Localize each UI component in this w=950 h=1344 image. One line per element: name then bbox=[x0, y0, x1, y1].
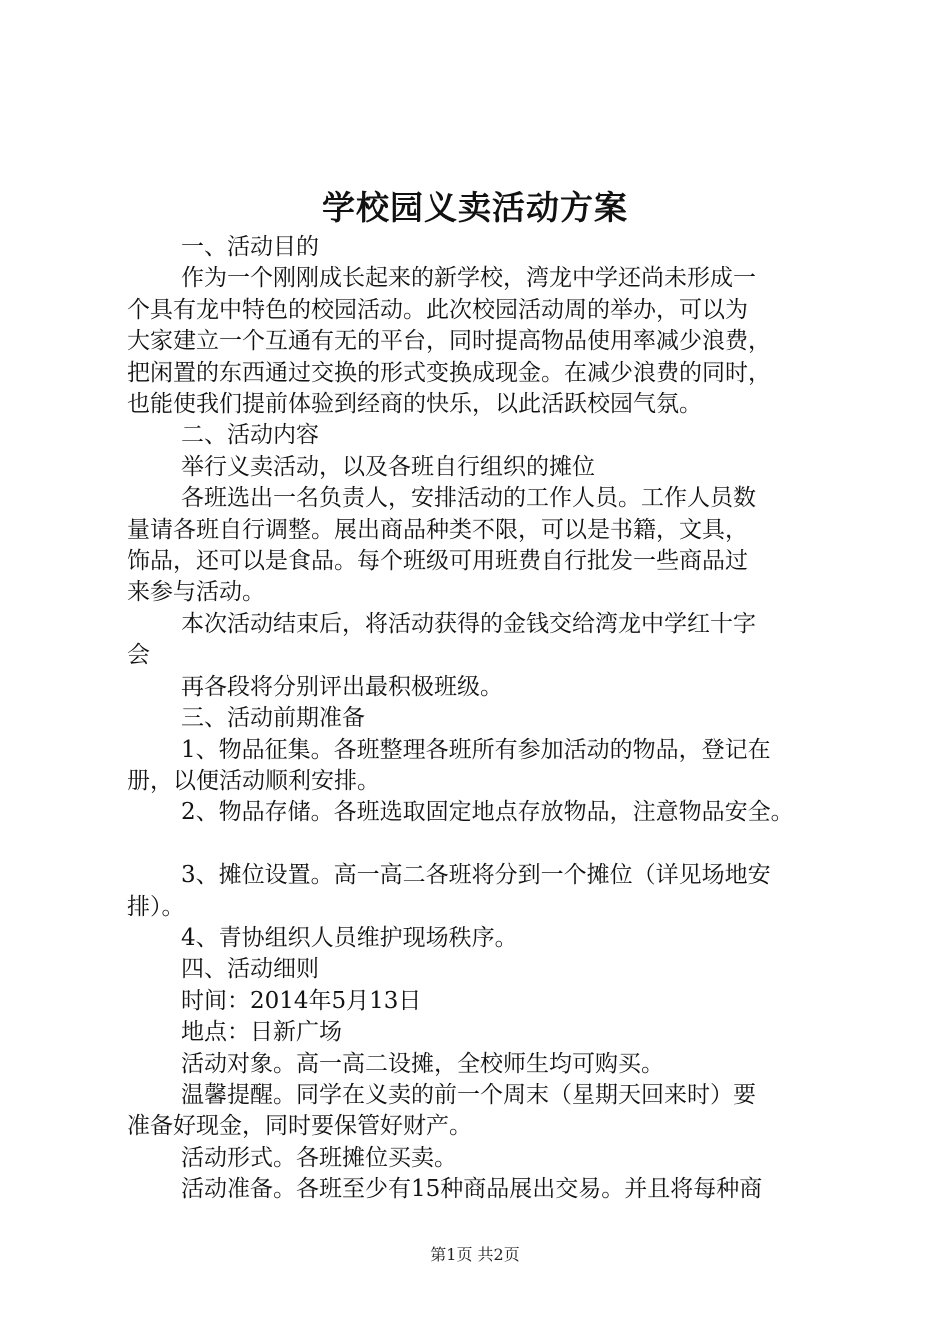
paragraph-line: 活动形式。各班摊位买卖。 bbox=[181, 1144, 457, 1171]
paragraph-line: 饰品，还可以是食品。每个班级可用班费自行批发一些商品过 bbox=[127, 548, 748, 575]
page-number-footer: 第1页 共2页 bbox=[430, 1245, 520, 1264]
section-heading-content: 二、活动内容 bbox=[181, 422, 319, 449]
paragraph-line: 准备好现金，同时要保管好财产。 bbox=[127, 1113, 472, 1140]
section-heading-rules: 四、活动细则 bbox=[181, 956, 319, 983]
paragraph-line: 册，以便活动顺利安排。 bbox=[127, 767, 380, 794]
paragraph-line: 活动对象。高一高二设摊，全校师生均可购买。 bbox=[181, 1050, 664, 1077]
paragraph-line: 温馨提醒。同学在义卖的前一个周末（星期天回来时）要 bbox=[181, 1081, 756, 1108]
blank-line bbox=[127, 829, 847, 860]
paragraph-line: 1、物品征集。各班整理各班所有参加活动的物品，登记在 bbox=[181, 736, 771, 763]
paragraph-line: 也能使我们提前体验到经商的快乐，以此活跃校园气氛。 bbox=[127, 391, 702, 418]
paragraph-line: 4、青协组织人员维护现场秩序。 bbox=[181, 924, 518, 951]
paragraph-line: 再各段将分别评出最积极班级。 bbox=[181, 673, 503, 700]
paragraph-line: 把闲置的东西通过交换的形式变换成现金。在减少浪费的同时， bbox=[127, 359, 771, 386]
paragraph-line: 举行义卖活动，以及各班自行组织的摊位 bbox=[181, 453, 595, 480]
section-heading-preparation: 三、活动前期准备 bbox=[181, 705, 365, 732]
document-title: 学校园义卖活动方案 bbox=[322, 188, 628, 227]
paragraph-line: 排）。 bbox=[127, 893, 185, 920]
paragraph-line: 作为一个刚刚成长起来的新学校，湾龙中学还尚未形成一 bbox=[181, 265, 756, 292]
paragraph-line: 量请各班自行调整。展出商品种类不限，可以是书籍，文具， bbox=[127, 516, 748, 543]
event-location: 地点：日新广场 bbox=[181, 1019, 342, 1046]
paragraph-line: 来参与活动。 bbox=[127, 579, 265, 606]
event-time: 时间：2014年5月13日 bbox=[181, 987, 422, 1014]
paragraph-line: 各班选出一名负责人，安排活动的工作人员。工作人员数 bbox=[181, 485, 756, 512]
section-heading-purpose: 一、活动目的 bbox=[181, 234, 319, 260]
paragraph-line: 会 bbox=[127, 642, 150, 669]
paragraph-line: 本次活动结束后，将活动获得的金钱交给湾龙中学红十字 bbox=[181, 610, 756, 637]
paragraph-line: 活动准备。各班至少有15种商品展出交易。并且将每种商 bbox=[181, 1176, 763, 1203]
paragraph-line: 2、物品存储。各班选取固定地点存放物品，注意物品安全。 bbox=[181, 799, 794, 826]
paragraph-line: 个具有龙中特色的校园活动。此次校园活动周的举办，可以为 bbox=[127, 296, 748, 323]
paragraph-line: 大家建立一个互通有无的平台，同时提高物品使用率减少浪费， bbox=[127, 328, 771, 355]
paragraph-line: 3、摊位设置。高一高二各班将分到一个摊位（详见场地安 bbox=[181, 862, 771, 889]
document-body bbox=[127, 232, 847, 1206]
